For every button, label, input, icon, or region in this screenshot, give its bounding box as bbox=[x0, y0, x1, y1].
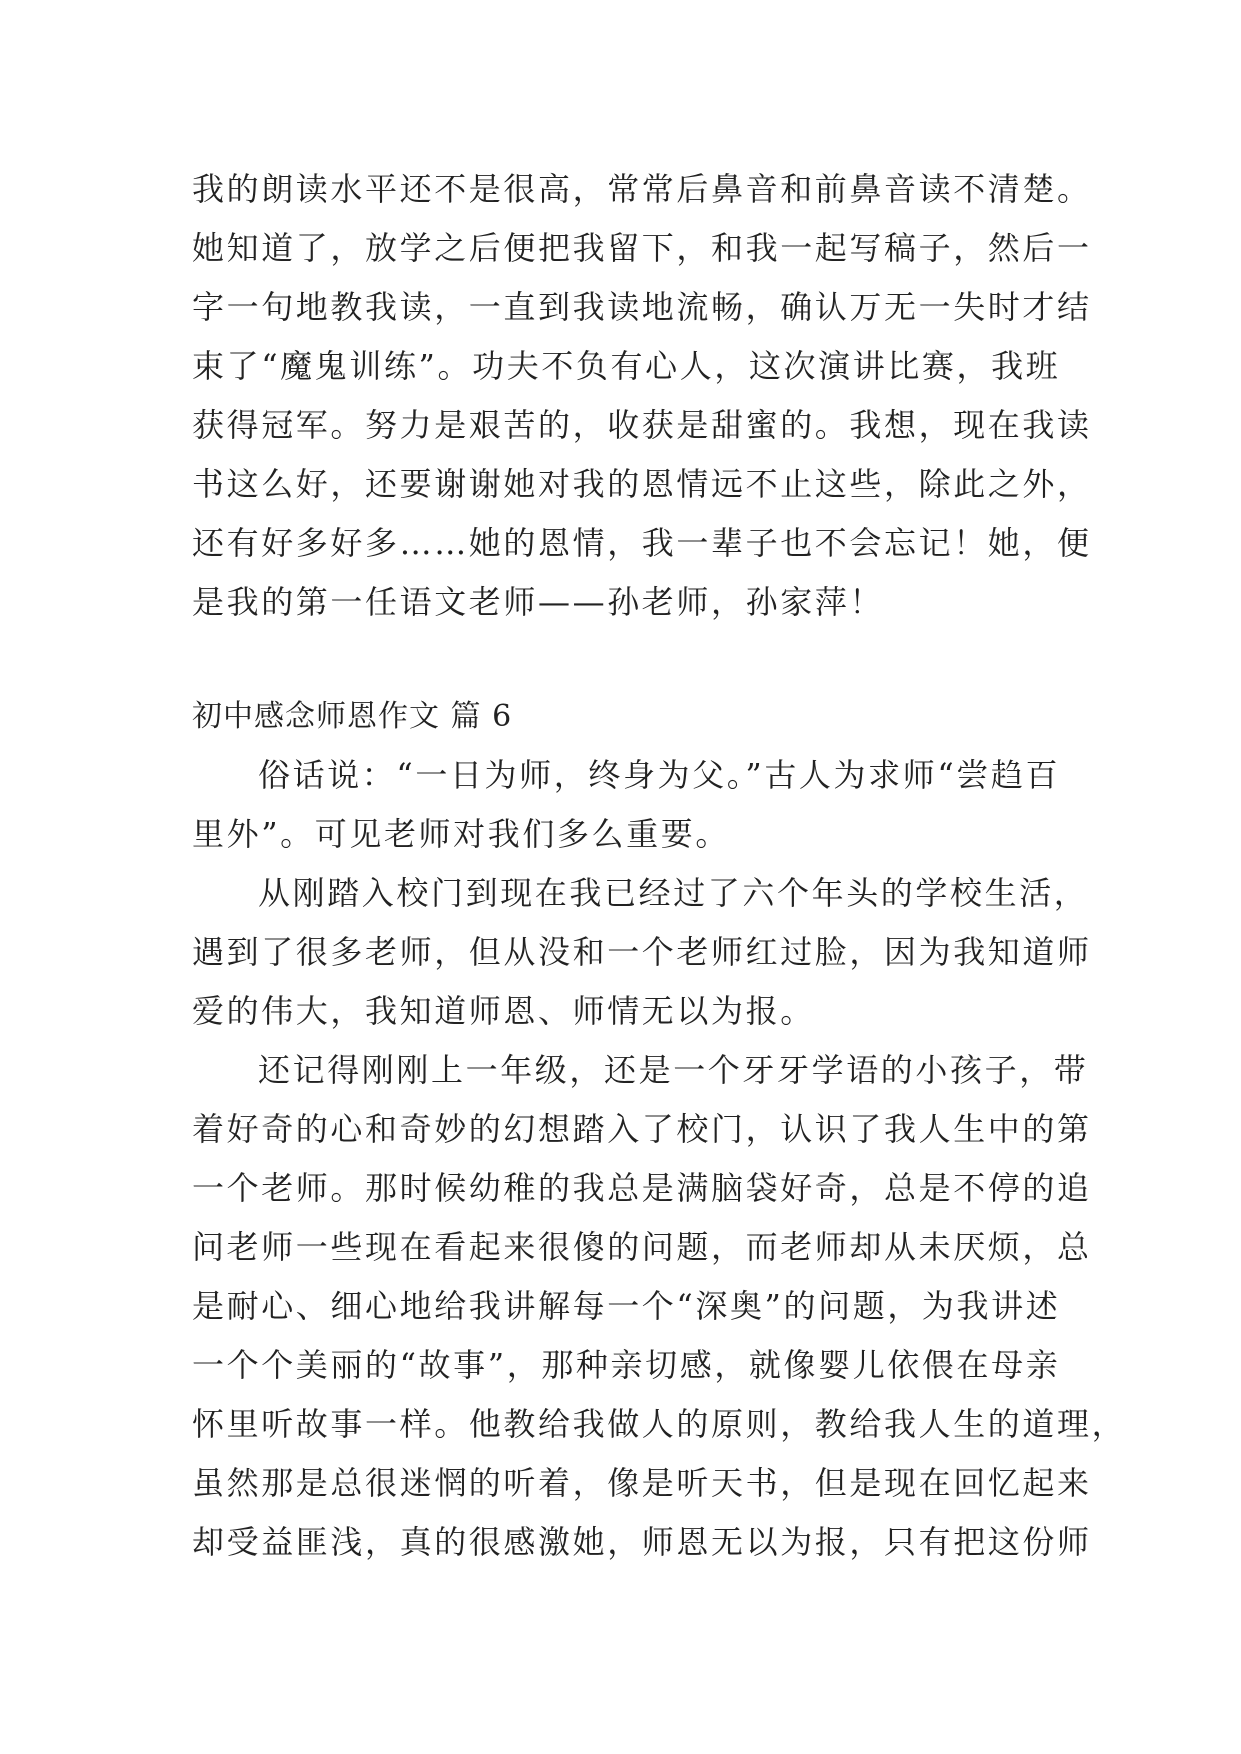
text-line: 束了“魔鬼训练”。功夫不负有心人，这次演讲比赛，我班 bbox=[192, 347, 1061, 385]
paragraph-1 bbox=[192, 746, 1062, 864]
text-line: 一个个美丽的“故事”，那种亲切感，就像婴儿依偎在母亲 bbox=[192, 1346, 1061, 1384]
text-line: 俗话说：“一日为师，终身为父。”古人为求师“尝趋百 bbox=[258, 756, 1061, 794]
text-line: 是耐心、细心地给我讲解每一个“深奥”的问题，为我讲述 bbox=[192, 1287, 1061, 1325]
paragraph-2 bbox=[192, 864, 1092, 1041]
paragraph-3 bbox=[192, 1041, 1127, 1572]
section-gap bbox=[192, 632, 1062, 687]
document-page bbox=[192, 160, 1127, 1572]
text-line: 书这么好，还要谢谢她对我的恩情远不止这些，除此之外， bbox=[192, 465, 1092, 503]
text-line: 还记得刚刚上一年级，还是一个牙牙学语的小孩子，带 bbox=[258, 1051, 1089, 1089]
section-title: 初中感念师恩作文 篇 6 bbox=[192, 699, 513, 734]
continuation-paragraph bbox=[192, 160, 1092, 632]
text-line: 是我的第一任语文老师——孙老师，孙家萍！ bbox=[192, 583, 885, 621]
text-line: 从刚踏入校门到现在我已经过了六个年头的学校生活， bbox=[258, 874, 1089, 912]
text-line: 我的朗读水平还不是很高，常常后鼻音和前鼻音读不清楚。 bbox=[192, 170, 1092, 208]
text-line: 一个老师。那时候幼稚的我总是满脑袋好奇，总是不停的追 bbox=[192, 1169, 1092, 1207]
text-line: 她知道了，放学之后便把我留下，和我一起写稿子，然后一 bbox=[192, 229, 1092, 267]
text-line: 怀里听故事一样。他教给我做人的原则，教给我人生的道理， bbox=[192, 1405, 1127, 1443]
text-line: 字一句地教我读，一直到我读地流畅，确认万无一失时才结 bbox=[192, 288, 1092, 326]
text-line: 获得冠军。努力是艰苦的，收获是甜蜜的。我想，现在我读 bbox=[192, 406, 1092, 444]
text-line: 却受益匪浅，真的很感激她，师恩无以为报，只有把这份师 bbox=[192, 1523, 1092, 1561]
text-line: 里外”。可见老师对我们多么重要。 bbox=[192, 815, 730, 853]
text-line: 还有好多好多……她的恩情，我一辈子也不会忘记！她，便 bbox=[192, 524, 1092, 562]
text-line: 遇到了很多老师，但从没和一个老师红过脸，因为我知道师 bbox=[192, 933, 1092, 971]
text-line: 问老师一些现在看起来很傻的问题，而老师却从未厌烦，总 bbox=[192, 1228, 1092, 1266]
text-line: 着好奇的心和奇妙的幻想踏入了校门，认识了我人生中的第 bbox=[192, 1110, 1092, 1148]
text-line: 虽然那是总很迷惘的听着，像是听天书，但是现在回忆起来 bbox=[192, 1464, 1092, 1502]
text-line: 爱的伟大，我知道师恩、师情无以为报。 bbox=[192, 992, 815, 1030]
